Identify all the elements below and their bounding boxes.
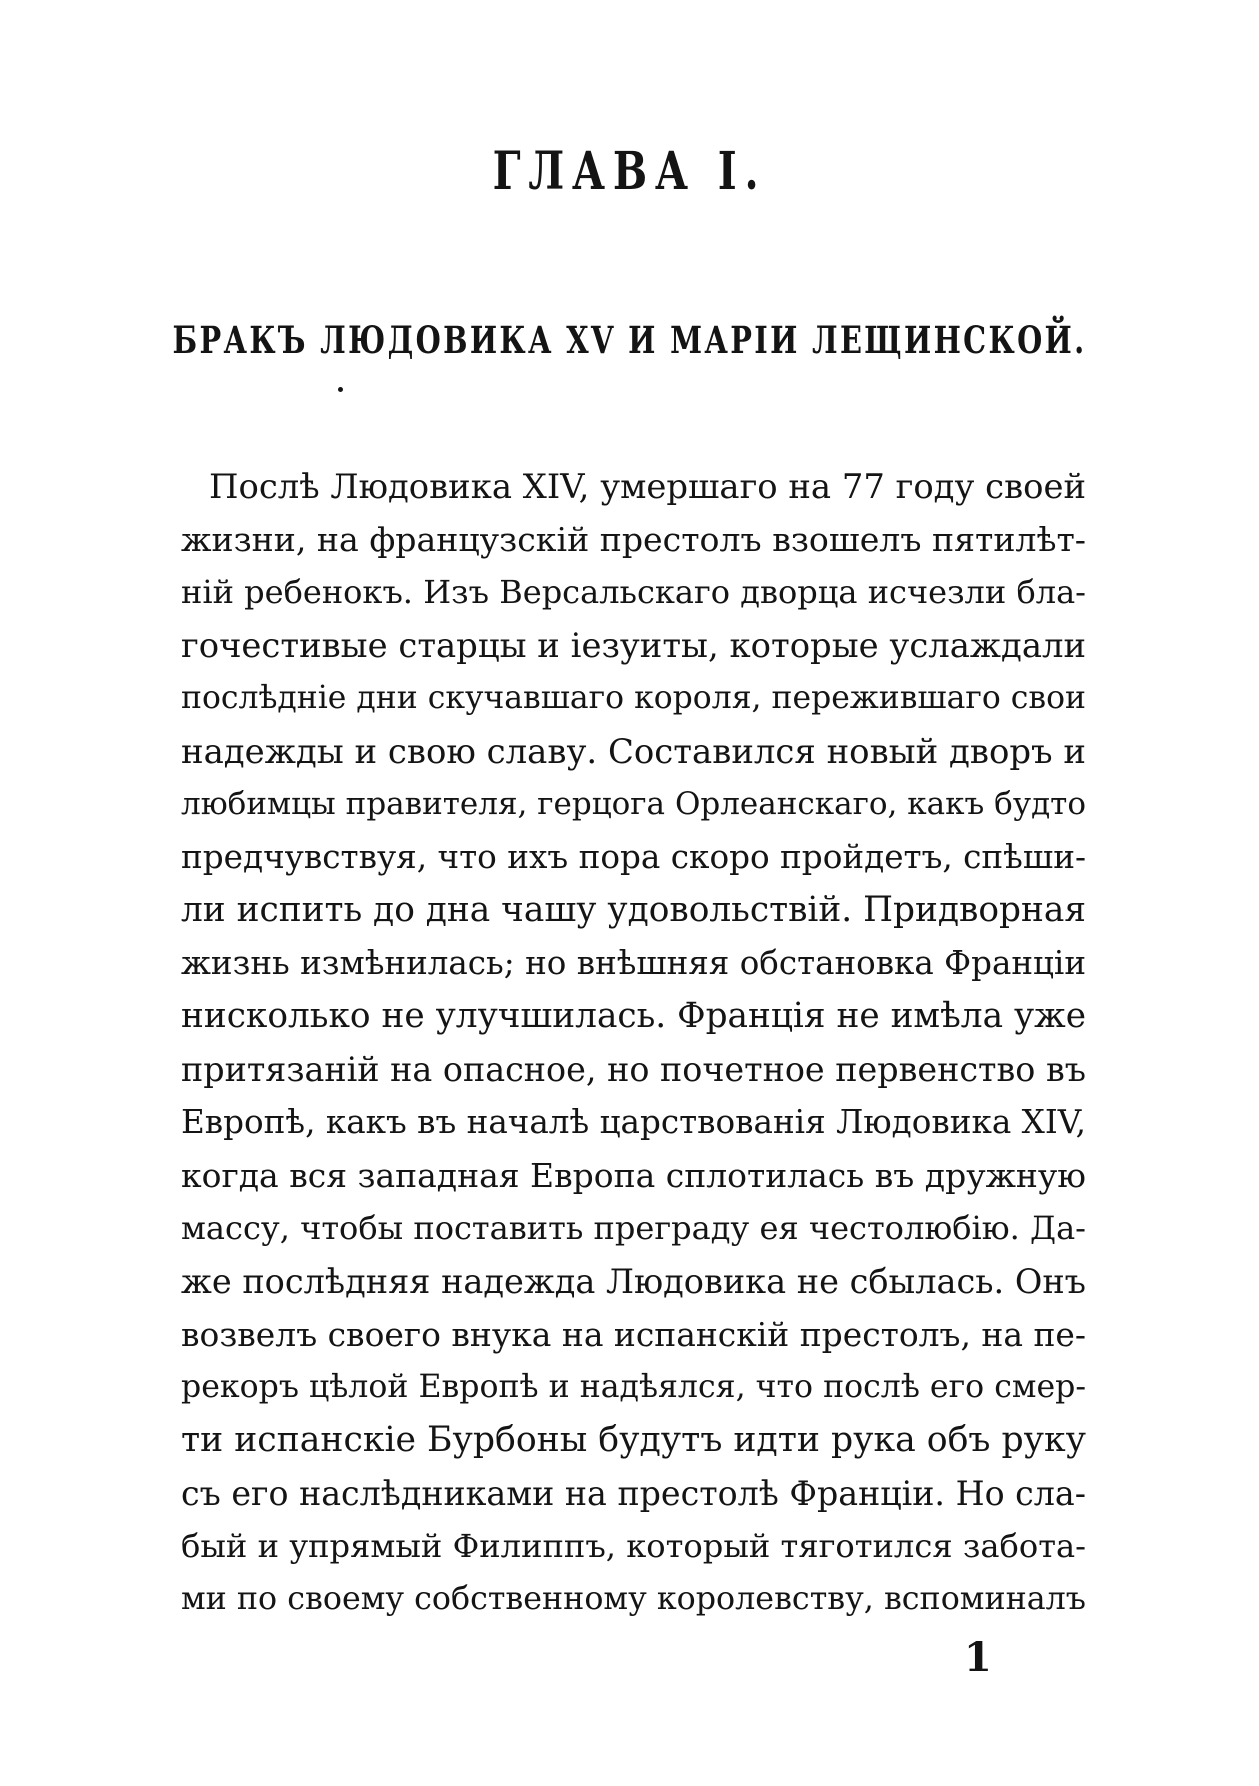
text-line: предчувствуя, что ихъ пора скоро пройдетъ, спѣши- (181, 838, 1086, 876)
text-line: Послѣ Людовика XIV, умершаго на 77 году своей (209, 467, 1086, 506)
text-line: массу, чтобы поставить преграду ея честолюбію. Да- (181, 1209, 1086, 1247)
text-line: жизнь измѣнилась; но внѣшняя обстановка Франціи (181, 944, 1086, 982)
text-line: ти испанскіе Бурбоны будутъ идти рука объ руку (181, 1420, 1086, 1460)
text-line: Европѣ, какъ въ началѣ царствованія Людовика XIV, (181, 1103, 1086, 1141)
text-line: жизни, на французскій престолъ взошелъ пятилѣт- (181, 520, 1086, 559)
text-line: бый и упрямый Филиппъ, который тяготился забота- (181, 1527, 1086, 1565)
text-line: возвелъ своего внука на испанскій престолъ, на пе- (181, 1315, 1086, 1354)
print-speck (338, 387, 343, 392)
text-line: когда вся западная Европа сплотилась въ дружную (181, 1156, 1086, 1195)
text-line: же послѣдняя надежда Людовика не сбылась. Онъ (181, 1262, 1086, 1301)
page-number: 1 (964, 1634, 992, 1681)
chapter-subtitle: БРАКЪ ЛЮДОВИКА XV И МАРІИ ЛЕЩИНСКОЙ. (172, 318, 1087, 362)
text-line: любимцы правителя, герцога Орлеанскаго, какъ будто (181, 786, 1086, 822)
text-line: ли испить до дна чашу удовольствій. Придворная (181, 890, 1086, 930)
text-line: съ его наслѣдниками на престолѣ Франціи. Но сла- (181, 1474, 1086, 1513)
text-line: послѣдніе дни скучавшаго короля, пережившаго свои (181, 680, 1086, 716)
text-line: гочестивые старцы и іезуиты, которые услаждали (181, 626, 1086, 665)
text-line: ми по своему собственному королевству, вспоминалъ (181, 1581, 1086, 1617)
text-line: надежды и свою славу. Составился новый дворъ и (181, 732, 1086, 771)
chapter-body (181, 460, 1086, 1626)
text-line: рекоръ цѣлой Европѣ и надѣялся, что послѣ его смер- (181, 1369, 1086, 1405)
text-line: притязаній на опасное, но почетное первенство въ (181, 1050, 1086, 1089)
text-line: нисколько не улучшилась. Франція не имѣла уже (181, 996, 1086, 1036)
chapter-title: ГЛАВА І. (492, 141, 767, 202)
text-line: ній ребенокъ. Изъ Версальскаго дворца исчезли бла- (181, 573, 1086, 611)
